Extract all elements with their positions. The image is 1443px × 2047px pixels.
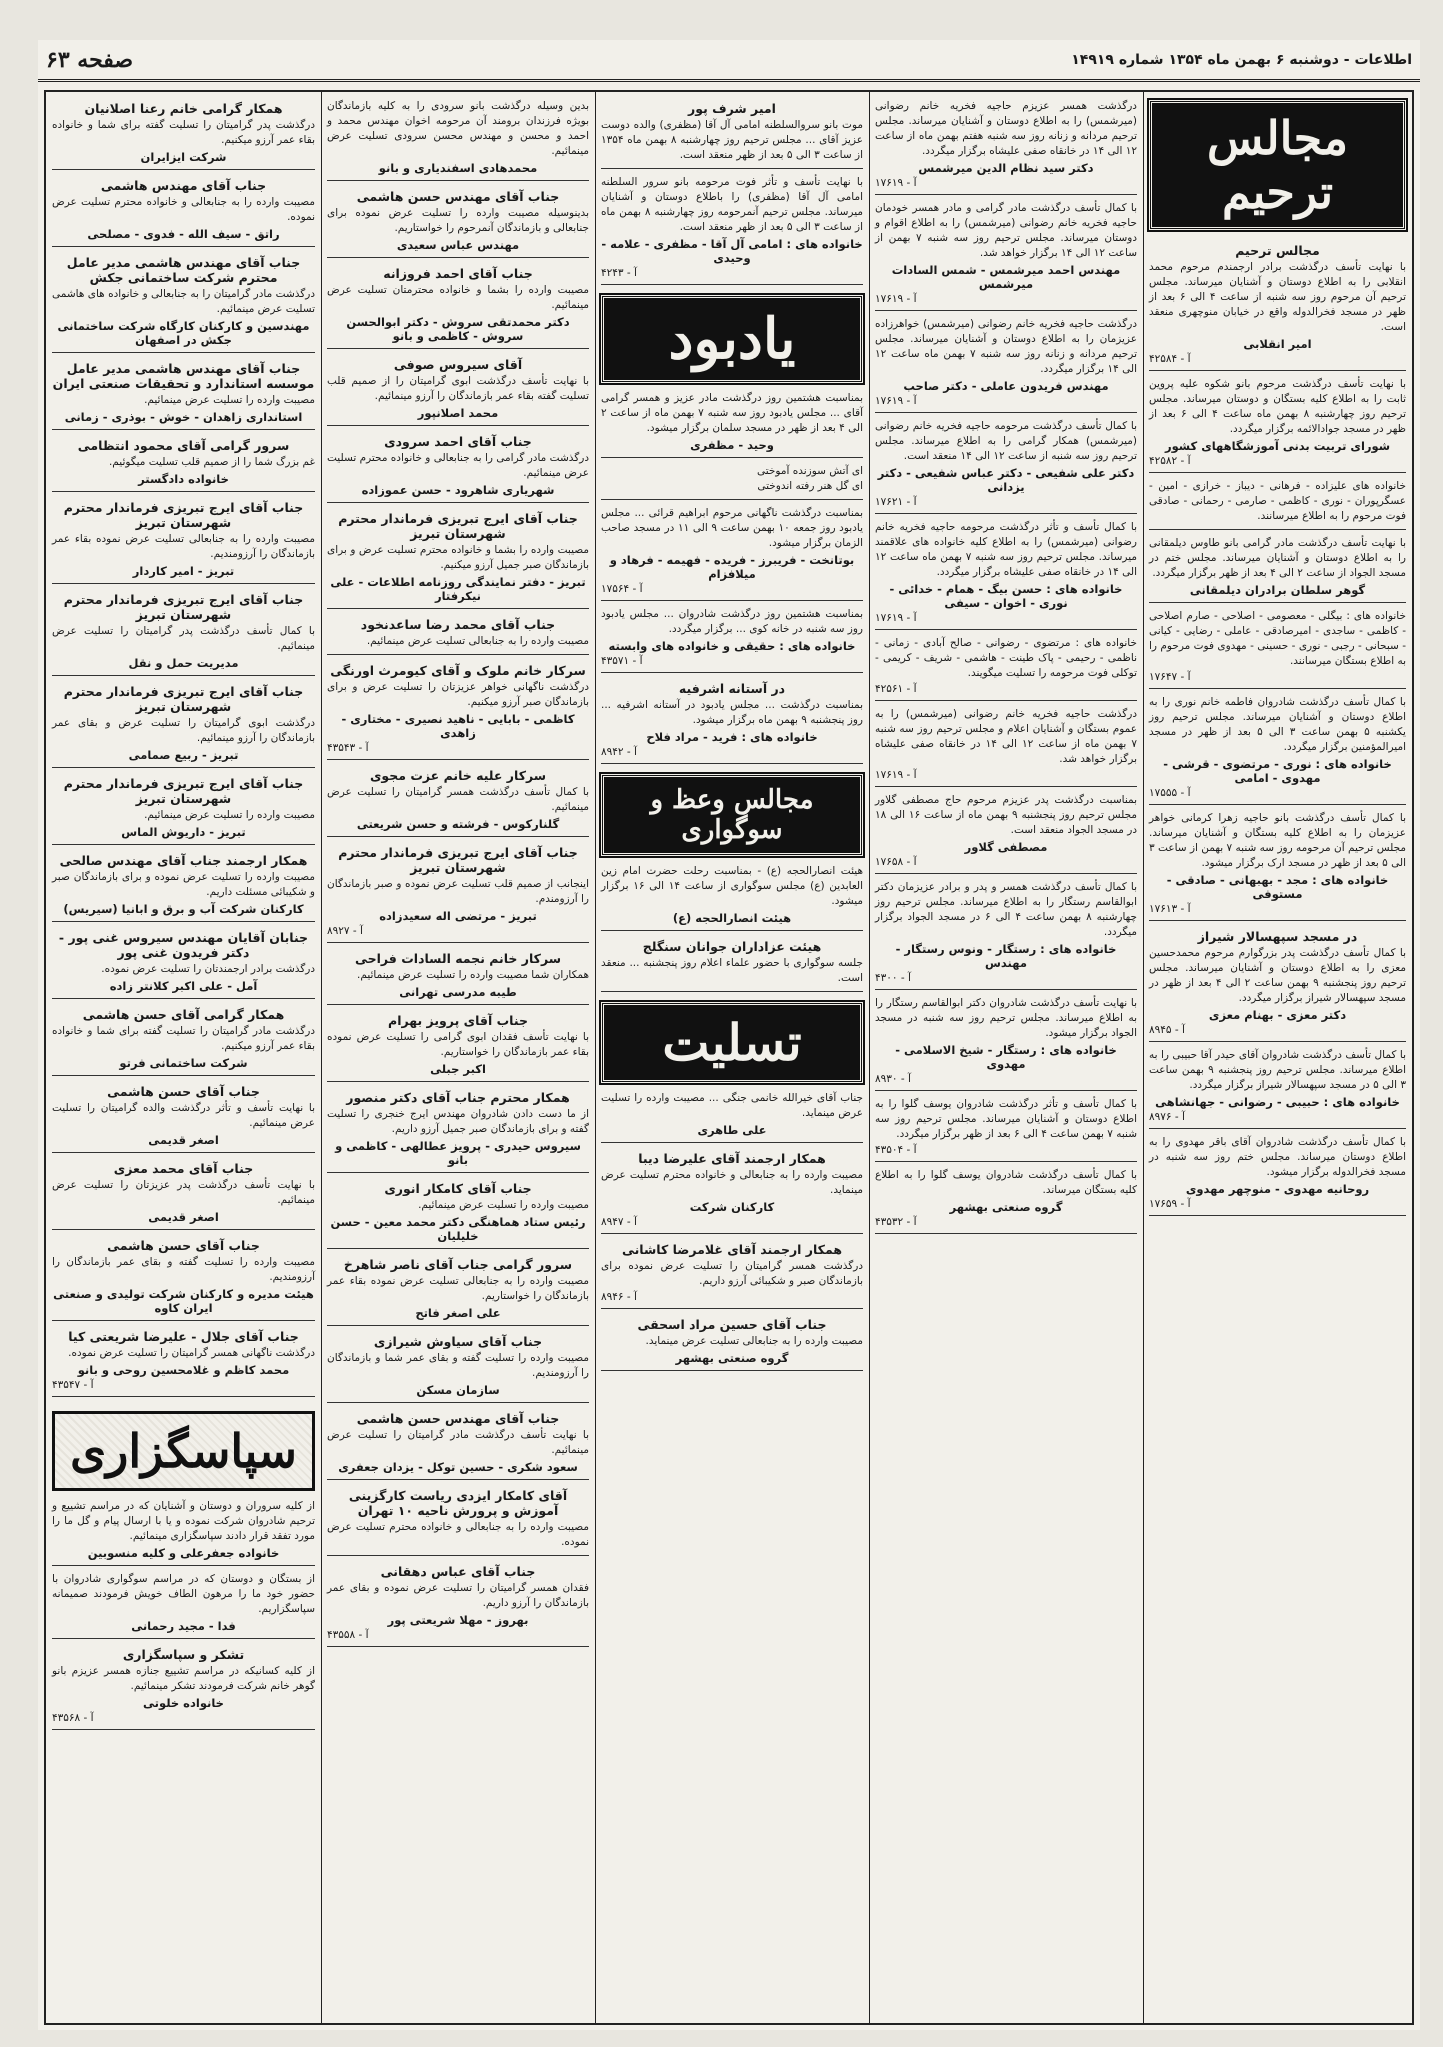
ad-code: آ - ۱۷۶۵۹ bbox=[1149, 1198, 1191, 1210]
ad-code: آ - ۱۷۶۱۹ bbox=[875, 293, 917, 305]
notice-signature: مهندس فریدون عاملی - دکتر صاحب bbox=[903, 379, 1109, 393]
notice-body: اینجانب از صمیم قلب تسلیت عرض نموده و صبر بازماندگان را آرزومندم. bbox=[327, 878, 589, 905]
notice-body: مصیبت وارده را تسلیت عرض نموده و برای بازماندگان صبر و شکیبائی مسئلت داریم. bbox=[52, 871, 315, 898]
notice-signature: دکتر علی شفیعی - دکتر عباس شفیعی - دکتر یزدانی bbox=[877, 466, 1135, 494]
notice bbox=[601, 1237, 863, 1309]
notice-body: با نهایت تأسف فقدان ابوی گرامی را تسلیت عرض نموده بقاء عمر بازماندگان را خواستاریم. bbox=[327, 1031, 589, 1058]
notice-body: مصیبت وارده را تسلیت عرض مینمائیم. bbox=[144, 394, 315, 406]
notice-heading: مجالس ترحیم bbox=[1235, 243, 1320, 258]
notice-signature: اصغر قدیمی bbox=[148, 1210, 219, 1224]
notice-heading: جناب آقای کامکار انوری bbox=[384, 1181, 532, 1196]
notice-heading: جناب آقای مهندس هاشمی مدیر عامل محترم شرکت ساختمانی جکش bbox=[66, 255, 301, 285]
notice bbox=[875, 96, 1137, 195]
notice-heading: جناب آقای ایرج تبریزی فرماندار محترم شهرستان تبریز bbox=[63, 592, 304, 622]
ad-code: آ - ۴۳۵۶۸ bbox=[52, 1712, 94, 1724]
notice-signature: کارکنان شرکت bbox=[689, 1200, 775, 1214]
notice-heading: سرور گرامی آقای محمود انتظامی bbox=[77, 438, 290, 453]
notice-heading: همکار گرامی خانم رعنا اصلانیان bbox=[84, 101, 283, 116]
notice-signature: خانواده های : حقیقی و خانواده های وابسته bbox=[608, 639, 856, 653]
notice-body: بدین وسیله درگذشت بانو سرودی را به کلیه بازماندگان بویژه فرزندان برومند آن مرحومه اخوان مهندس محمد و احمد و محسن و مهندس محسن سرودی تسلیت عرض مینمائیم. bbox=[327, 100, 589, 157]
notice bbox=[52, 96, 315, 170]
notice-body: مصیبت وارده را تسلیت عرض مینمائیم. bbox=[144, 809, 315, 821]
notice bbox=[601, 461, 863, 500]
notice-heading: جناب آقای حسن هاشمی bbox=[107, 1238, 260, 1253]
notice-body: با نهایت تأسف درگذشت شادروان دکتر ابوالقاسم رستگار را به اطلاع میرساند. مجلس ترحیم روز سه شنبه در مسجد الجواد برگزار میشود. bbox=[875, 997, 1137, 1039]
notice-heading: همکار ارجمند آقای علیرضا دیبا bbox=[638, 1151, 826, 1166]
notice-heading: جناب آقای مهندس حسن هاشمی bbox=[356, 189, 560, 204]
notice-signature: اکبر جبلی bbox=[430, 1062, 486, 1076]
notice bbox=[52, 1400, 315, 1566]
ad-code: آ - ۸۹۴۲ bbox=[601, 746, 637, 758]
notice-body: بمناسبت درگذشت ناگهانی مرحوم ابراهیم قرائی ... مجلس یادبود روز جمعه ۱۰ بهمن ساعت ۹ الی ۱۱ در مسجد صاحب الزمان برگزار میشود. bbox=[601, 507, 864, 549]
notice bbox=[327, 261, 589, 349]
notice-heading: تشکر و سپاسگزاری bbox=[122, 1647, 245, 1662]
notice bbox=[1149, 606, 1406, 689]
notice bbox=[52, 771, 315, 845]
notice-heading: سرکار خانم ملوک و آقای کیومرث اورنگی bbox=[330, 663, 586, 678]
ad-code: آ - ۸۹۴۵ bbox=[1149, 1024, 1185, 1036]
column-5 bbox=[46, 92, 321, 2023]
notice bbox=[327, 840, 589, 943]
ad-code: آ - ۱۷۶۵۸ bbox=[875, 856, 917, 868]
notice-body: با نهایت تأسف درگذشت مادر گرامیتان را تسلیت عرض مینمائیم. bbox=[327, 1429, 589, 1456]
ad-code: آ - ۴۲۴۳ bbox=[601, 267, 637, 279]
notice bbox=[327, 763, 589, 837]
notice bbox=[327, 612, 589, 655]
notice bbox=[875, 416, 1137, 514]
notice-signature: استانداری زاهدان - خوش - بوذری - زمانی bbox=[64, 410, 303, 424]
notice bbox=[52, 848, 315, 922]
notice bbox=[52, 1002, 315, 1076]
notice-signature: محمد کاظم و غلامحسین روحی و بانو bbox=[77, 1363, 290, 1377]
notice-body: با کمال تأسف درگذشت بانو حاجیه زهرا کرمانی خواهر عزیزمان را به اطلاع کلیه بستگان و آشنایان میرساند. مجلس ترحیم آن مرحومه روز سه شنبه ۷ بهمن از ساعت ۳ الی ۵ بعد از ظهر در مسجد ارک برگزار میشود. bbox=[1149, 812, 1406, 869]
notice-body: خانواده های : مرتضوی - رضوانی - صالح آبادی - زمانی - ناظمی - رحیمی - پاک طینت - هاشمی - شریف - کریمی - توکلی فوت مرحومه را تسلیت میگویند. bbox=[875, 637, 1137, 679]
notice-heading: جناب آقای محمد معزی bbox=[113, 1161, 254, 1176]
notice-signature: خانواده جعفرعلی و کلیه منسوبین bbox=[87, 1546, 280, 1560]
notice-signature: خانواده های : رستگار - ونوس رستگار - مهندس bbox=[895, 942, 1117, 970]
notice-body: بمناسبت درگذشت پدر عزیزم مرحوم حاج مصطفی گلاور مجلس ترحیم روز پنجشنبه ۹ بهمن ماه از ساعت ۱۶ الی ۱۸ در مسجد الجواد منعقد است. bbox=[875, 794, 1137, 836]
column-4 bbox=[321, 92, 595, 2023]
notice-signature: سعود شکری - حسین توکل - یزدان جعفری bbox=[338, 1460, 578, 1474]
section-banner: سپاسگزاری bbox=[52, 1411, 315, 1491]
notice-heading: جناب آقای ایرج تبریزی فرماندار محترم شهرستان تبریز bbox=[63, 776, 304, 806]
notice-heading: سرکار علیه خانم عزت مجوی bbox=[369, 768, 547, 783]
notice-heading: در مسجد سپهسالار شیراز bbox=[1197, 929, 1358, 944]
notice-heading: جناب آقای مهندس حسن هاشمی bbox=[356, 1411, 560, 1426]
notice bbox=[52, 1079, 315, 1153]
notice-body: درگذشت همسر عزیزم حاجیه فخریه خانم رضوانی (میرشمس) را به اطلاع دوستان و آشنایان میرساند. مجلس ترحیم مردانه و زنانه روز سه شنبه هفتم بهمن ماه از ساعت ۱۲ الی ۱۴ در خانقاه صفی علیشاه برگزار میگردد. bbox=[875, 100, 1137, 157]
notice bbox=[52, 250, 315, 353]
notice-signature: اصغر قدیمی bbox=[148, 1133, 219, 1147]
notice-body: مصیبت وارده را به جنابعالی تسلیت عرض نموده بقاء عمر بازماندگان را خواستاریم. bbox=[327, 1275, 589, 1302]
notice-body: از ما دست دادن شادروان مهندس ایرج خنجری را تسلیت گفته و برای بازماندگان صبر جمیل آرزو داریم. bbox=[327, 1108, 589, 1135]
notice-heading: جنابان آقایان مهندس سیروس غنی پور - دکتر فریدون غنی پور bbox=[58, 930, 309, 960]
notice-signature: مدیریت حمل و نقل bbox=[128, 656, 239, 670]
notice-heading: آقای کامکار ایزدی ریاست کارگزینی آموزش و پرورش ناحیه ۱۰ تهران bbox=[348, 1488, 568, 1518]
notice-body: جناب آقای خیرالله خانمی جنگی ... مصیبت وارده را تسلیت عرض مینماید. bbox=[601, 1092, 863, 1119]
notice bbox=[601, 503, 863, 601]
notice bbox=[327, 1085, 589, 1173]
notice-body: درگذشت حاجیه فخریه خانم رضوانی (میرشمس) خواهرزاده عزیزمان را به اطلاع دوستان و آشنایان میرساند. مجلس ترحیم مردانه و زنانه روز سه شنبه ۷ بهمن ماه ساعت ۱۲ الی ۱۴ برگزار میگردد. bbox=[875, 318, 1138, 375]
notice-signature: شرکت ایزایران bbox=[140, 150, 227, 164]
notice-body: خانواده های : بیگلی - معصومی - اصلاحی - صارم اصلاحی - کاظمی - ساجدی - امیرصادقی - عاملی - رضایی - کیانی - سبحانی - رجبی - نوری - حسینی - مهدوی فوت مرحوم را به اطلاع بستگان میرسانند. bbox=[1149, 610, 1406, 667]
notice bbox=[52, 356, 315, 430]
notice-heading: جناب آقای ایرج تبریزی فرماندار محترم شهرستان تبریز bbox=[63, 500, 304, 530]
notice-heading: امیر شرف پور bbox=[688, 101, 776, 116]
notice-body: با کمال تأسف درگذشت شادروان یوسف گلوا را به اطلاع کلیه بستگان میرساند. bbox=[875, 1169, 1137, 1196]
notice-signature: امیر انقلابی bbox=[1243, 337, 1312, 351]
ad-code: آ - ۱۷۵۶۴ bbox=[601, 583, 643, 595]
notice-body: بمناسبت هشتمین روز درگذشت مادر عزیز و همسر گرامی آقای ... مجلس یادبود روز سه شنبه ۷ بهمن ماه از ساعت ۲ الی ۴ بعد از ظهر در مسجد سلمان برگزار میشود. bbox=[601, 392, 864, 434]
notice-body: با کمال تأسف درگذشت پدر گرامیتان را تسلیت عرض مینمائیم. bbox=[52, 625, 315, 652]
notice-body: ای آتش سوزنده آموختی ای گل هنر رفته اندوختی bbox=[757, 465, 863, 492]
notice-signature: طیبه مدرسی تهرانی bbox=[399, 985, 517, 999]
notice bbox=[601, 96, 863, 169]
notice-body: درگذشت ناگهانی همسر گرامیتان را تسلیت عرض نموده. bbox=[68, 1347, 315, 1359]
notice bbox=[52, 433, 315, 492]
notice-signature: خانواده خلوتی bbox=[143, 1696, 224, 1710]
ad-code: آ - ۱۷۶۱۹ bbox=[875, 395, 917, 407]
notice bbox=[875, 877, 1137, 990]
notice-signature: وحید - مظفری bbox=[690, 438, 774, 452]
notice-signature: سیروس حیدری - پرویز عطالهی - کاظمی و بانو bbox=[335, 1139, 581, 1167]
notice bbox=[52, 1233, 315, 1321]
notice-body: درگذشت پدر گرامیتان را تسلیت گفته برای شما و خانواده بقاء عمر آرزو میکنیم. bbox=[52, 119, 315, 146]
columns-frame bbox=[44, 90, 1414, 2025]
notice-signature: تبریز - داریوش الماس bbox=[121, 825, 246, 839]
notice bbox=[601, 1146, 863, 1234]
notice-signature: فدا - مجید رحمانی bbox=[131, 1619, 236, 1633]
notice-signature: گوهر سلطان برادران دیلمقانی bbox=[1189, 583, 1366, 597]
notice-signature: محمدهادی اسفندیاری و بانو bbox=[378, 161, 538, 175]
notice-heading: جناب آقای مهندس هاشمی bbox=[100, 178, 267, 193]
notice-signature: کارکنان شرکت آب و برق و ابانیا (سیریس) bbox=[63, 902, 304, 916]
notice-heading: جناب آقای حسن هاشمی bbox=[107, 1084, 260, 1099]
notice-body: با کمال تأسف درگذشت مرحومه حاجیه فخریه خانم رضوانی (میرشمس) همکار گرامی را به اطلاع میرساند. مجلس ترحیم روز سه شنبه از ساعت ۱۲ الی ۱۴ منعقد است. bbox=[875, 420, 1137, 462]
page-number: صفحه ۶۳ bbox=[46, 46, 134, 73]
ad-code: آ - ۱۷۶۴۷ bbox=[1149, 671, 1191, 683]
notice-heading: همکار ارجمند جناب آقای مهندس صالحی bbox=[59, 853, 308, 868]
ad-code: آ - ۴۳۵۴۳ bbox=[327, 742, 369, 754]
column-1 bbox=[1143, 92, 1412, 2023]
notice-signature: بوتانخت - فریبرز - فریده - فهیمه - فرهاد و میلافزام bbox=[609, 553, 855, 581]
notice-body: با کمال تأسف درگذشت همسر و پدر و برادر عزیزمان دکتر ابوالقاسم رستگار را به اطلاع میرساند. مجلس ترحیم روز چهارشنبه ۸ بهمن ساعت ۴ الی ۶ در مسجد الجواد برگزار میگردد. bbox=[875, 881, 1137, 938]
column-3 bbox=[595, 92, 869, 2023]
notice bbox=[875, 633, 1137, 701]
notice bbox=[52, 1642, 315, 1730]
notice-heading: جناب آقای ایرج تبریزی فرماندار محترم شهرستان تبریز bbox=[338, 845, 578, 875]
notice-body: با نهایت تأسف درگذشت برادر ارجمندم مرحوم محمد انقلابی را به اطلاع دوستان و آشنایان میرساند. مجلس ترحیم آن مرحوم روز سه شنبه از ساعت ۴ الی ۶ بعد از ظهر در مسجد فخرالدوله واقع در خیابان منوچهری منعقد است. bbox=[1149, 261, 1406, 333]
notice bbox=[327, 1483, 589, 1556]
notice-body: بمناسبت هشتمین روز درگذشت شادروان ... مجلس یادبود روز سه شنبه در خانه کوی ... برگزار میگردد. bbox=[601, 608, 863, 635]
notice-body: با نهایت تأسف و تأثر فوت مرحومه بانو سرور السلطنه امامی آل آقا (مظفری) را باطلاع دوستان و آشنایان میرساند. مجلس ترحیم آنمرحومه روز چهارشنبه ۸ بهمن ماه از ساعت ۳ الی ۵ بعد از ظهر منعقد است. bbox=[601, 176, 863, 233]
notice-heading: جناب آقای محمد رضا ساعدنخود bbox=[360, 617, 556, 632]
notice-signature: خانواده دادگستر bbox=[138, 472, 229, 486]
notice bbox=[601, 995, 863, 1143]
ad-code: آ - ۱۷۶۲۱ bbox=[875, 496, 917, 508]
notice bbox=[1149, 476, 1406, 530]
ad-code: آ - ۸۹۴۷ bbox=[601, 1216, 637, 1228]
notice-body: مصیبت وارده را بشما و خانواده محترمتان تسلیت عرض مینمائیم. bbox=[327, 284, 589, 311]
ad-code: آ - ۴۲۵۸۴ bbox=[1149, 353, 1191, 365]
notice-heading: همکار محترم جناب آقای دکتر منصور bbox=[346, 1090, 570, 1105]
ad-code: آ - ۴۳۰۰ bbox=[875, 972, 911, 984]
notice-signature: محمد اصلانپور bbox=[417, 406, 499, 420]
notice-signature: هیئت مدیره و کارکنان شرکت تولیدی و صنعتی ایران کاوه bbox=[53, 1287, 314, 1315]
notice-heading: همکار گرامی آقای حسن هاشمی bbox=[82, 1007, 285, 1022]
notice bbox=[875, 1094, 1137, 1162]
notice-body: با کمال تأسف درگذشت پدر بزرگوارم مرحوم محمدحسین معزی را به اطلاع دوستان و آشنایان میرساند. مجلس ترحیم روز پنجشنبه ۹ بهمن ساعت ۲ الی ۴ بعد از ظهر در مسجد سپهسالار شیراز برگزار میگردد. bbox=[1149, 947, 1407, 1004]
notice-body: درگذشت مادر گرامیتان را به جنابعالی و خانواده های هاشمی تسلیت عرض مینمائیم. bbox=[52, 288, 315, 315]
notice-signature: گروه صنعتی بهشهر bbox=[675, 1351, 789, 1365]
notice-body: خانواده های علیزاده - فرهانی - دیباز - خرازی - امین - عسگرپوران - نوری - کاظمی - صارمی - رحمانی - صادقی فوت مرحوم را به اطلاع میرسانند. bbox=[1149, 480, 1406, 522]
notice-body: مصیبت وارده را تسلیت گفته و بقای عمر شما و بازماندگان را آرزومندیم. bbox=[327, 1352, 589, 1379]
notice bbox=[875, 790, 1137, 874]
notice bbox=[52, 587, 315, 676]
ad-code: آ - ۴۲۵۸۲ bbox=[1149, 455, 1191, 467]
notice-body: با کمال تأسف درگذشت مادر گرامی و مادر همسر خودمان حاجیه فخریه خانم رضوانی (میرشمس) را به اطلاع اقوام و دوستان میرساند. مجلس ترحیم روز سه شنبه ۷ بهمن از ساعت ۱۲ الی ۱۴ برگزار خواهد شد. bbox=[875, 202, 1137, 259]
notice-body: از کلیه سروران و دوستان و آشنایان که در مراسم تشییع و ترحیم شادروان شرکت نموده و یا با ارسال پیام و گل ما را مورد تفقد قرار دادند سپاسگزاری مینمائیم. bbox=[52, 1500, 315, 1542]
notice bbox=[327, 184, 589, 258]
notice-signature: راتق - سیف الله - فدوی - مصلحی bbox=[87, 227, 280, 241]
ad-code: آ - ۴۳۵۵۸ bbox=[327, 1629, 369, 1641]
notice-heading: جناب آقای جلال - علیرضا شریعتی کیا bbox=[68, 1329, 299, 1344]
notice-heading: آقای سیروس صوفی bbox=[393, 357, 523, 372]
notice-body: مصیبت وارده را به جنابعالی تسلیت عرض نموده بقاء عمر بازماندگان را آرزومندیم. bbox=[52, 533, 315, 560]
notice-heading: جناب آقای سیاوش شیرازی bbox=[373, 1334, 543, 1349]
notice-body: درگذشت ابوی گرامیتان را تسلیت عرض و بقای عمر بازماندگان را آرزو مینمائیم. bbox=[52, 717, 315, 744]
notice-signature: مصطفی گلاور bbox=[964, 840, 1048, 854]
notice-heading: در آستانه اشرفیه bbox=[678, 681, 786, 696]
notice bbox=[327, 1559, 589, 1647]
section-banner: مجالس وعظ و سوگواری bbox=[601, 774, 863, 856]
notice-signature: خانواده های : نوری - مرتضوی - قرشی - مهدوی - امامی bbox=[1163, 757, 1392, 785]
notice-signature: سازمان مسکن bbox=[416, 1383, 500, 1397]
notice bbox=[327, 946, 589, 1005]
notice-body: با نهایت تأسف درگذشت مرحوم بانو شکوه علیه پروین ثابت را به اطلاع کلیه بستگان و دوستان میرساند. مجلس ترحیم روز چهارشنبه ۸ بهمن ماه ساعت ۴ الی ۶ بعد از ظهر در مسجد جوادالائمه برگزار میگردد. bbox=[1149, 378, 1407, 435]
banner-tarhim: مجالس ترحیم bbox=[1149, 100, 1406, 230]
ad-code: آ - ۸۹۳۰ bbox=[875, 1073, 911, 1085]
notice bbox=[601, 288, 863, 458]
page-header bbox=[38, 40, 1420, 82]
notice-heading: جناب آقای عباس دهقانی bbox=[380, 1564, 536, 1579]
notice-signature: مهندس عباس سعیدی bbox=[396, 238, 520, 252]
notice-signature: شرکت ساختمانی فرتو bbox=[119, 1056, 248, 1070]
notice-body: از کلیه کسانیکه در مراسم تشییع جنازه همسر عزیزم بانو گوهر خانم شرکت فرمودند تشکر مینمائیم. bbox=[52, 1665, 315, 1692]
notice-body: مصیبت وارده را بشما و خانواده محترم تسلیت عرض و برای بازماندگان صبر جمیل آرزو میکنیم. bbox=[327, 544, 589, 571]
notice-heading: جناب آقای پرویز بهرام bbox=[388, 1013, 528, 1028]
notice-signature: آمل - علی اکبر کلانتر زاده bbox=[109, 979, 258, 993]
notice-body: مصیبت وارده را به جنابعالی و خانواده محترم تسلیت عرض نموده. bbox=[327, 1521, 589, 1548]
notice-signature: خانواده های : امامی آل آقا - مظفری - علامه - وحیدی bbox=[601, 237, 863, 265]
notice-signature: کاظمی - بابایی - ناهید نصیری - مختاری - زاهدی bbox=[341, 712, 575, 740]
notice bbox=[875, 993, 1137, 1091]
ad-code: آ - ۱۷۶۱۹ bbox=[875, 177, 917, 189]
notice-signature: بهروز - مهلا شریعتی پور bbox=[387, 1613, 529, 1627]
notice-body: با نهایت تأسف درگذشت پدر عزیزتان را تسلیت عرض مینمائیم. bbox=[52, 1179, 315, 1206]
notice-body: بدینوسیله مصیبت وارده را تسلیت عرض نموده برای جنابعالی و بازماندگان آنمرحوم را خواستاریم. bbox=[327, 207, 589, 234]
notice-signature: خانواده های : رستگار - شیخ الاسلامی - مهدوی bbox=[895, 1043, 1117, 1071]
newspaper-page bbox=[38, 40, 1420, 2030]
notice bbox=[1149, 924, 1406, 1042]
notice-body: مصیبت وارده را به جنابعالی و خانواده محترم تسلیت عرض نموده. bbox=[52, 196, 315, 223]
notice-body: درگذشت ناگهانی خواهر عزیزتان را تسلیت عرض و برای بازماندگان صبر آرزو میکنیم. bbox=[327, 681, 589, 708]
notice bbox=[1149, 808, 1406, 921]
column-2 bbox=[869, 92, 1143, 2023]
notice bbox=[601, 1312, 863, 1371]
notice-body: با نهایت تأسف درگذشت ابوی گرامیتان را از صمیم قلب تسلیت گفته بقاء عمر بازماندگان را آرزو مینمائیم. bbox=[327, 375, 589, 402]
notice-body: غم بزرگ شما را از صمیم قلب تسلیت میگوئیم. bbox=[108, 456, 315, 468]
notice-heading: همکار ارجمند آقای غلامرضا کاشانی bbox=[621, 1242, 843, 1257]
notice bbox=[327, 429, 589, 503]
notice-signature: تبریز - دفتر نمایندگی روزنامه اطلاعات - علی نیکرفتار bbox=[330, 575, 586, 603]
ad-code: آ - ۴۲۵۶۱ bbox=[875, 683, 917, 695]
ad-code: آ - ۴۳۵۰۴ bbox=[875, 1144, 917, 1156]
notice-heading: جناب آقای حسین مراد اسحقی bbox=[637, 1317, 827, 1332]
notice-signature: خانواده های : حسن بیگ - همام - خدائی - نوری - اخوان - سیفی bbox=[889, 582, 1123, 610]
notice-body: موت بانو سروالسلطنه امامی آل آقا (مظفری) والده دوست عزیز آقای ... مجلس ترحیم روز چهارشنبه ۸ بهمن ماه ۱۳۵۴ از ساعت ۳ الی ۵ بعد از ظهر منعقد است. bbox=[601, 119, 863, 161]
notice-body: با کمال تأسف و تأثر درگذشت مرحومه حاجیه فخریه خانم رضوانی (میرشمس) را به اطلاع کلیه خانواده های علاقمند میرساند. مجلس ترحیم روز سه شنبه ۷ بهمن ماه ساعت ۱۲ الی ۱۴ در خانقاه صفی علیشاه برگزار میگردد. bbox=[875, 521, 1137, 578]
ad-code: آ - ۴۳۵۴۷ bbox=[52, 1379, 94, 1391]
notice bbox=[875, 198, 1137, 311]
notice-signature: تبریز - مرتضی اله سعیدزاده bbox=[379, 909, 537, 923]
ad-code: آ - ۸۹۷۶ bbox=[1149, 1111, 1185, 1123]
notice bbox=[1149, 533, 1406, 603]
notice-body: با کمال تأسف درگذشت همسر گرامیتان را تسلیت عرض مینمائیم. bbox=[327, 786, 589, 813]
notice-body: با کمال تأسف و تأثر درگذشت شادروان یوسف گلوا را به اطلاع دوستان و آشنایان میرساند. مجلس ترحیم روز سه شنبه ۷ بهمن ساعت ۴ الی ۶ بعد از ظهر برگزار میگردد. bbox=[875, 1098, 1137, 1140]
notice bbox=[1149, 1045, 1406, 1129]
notice-body: فقدان همسر گرامیتان را تسلیت عرض نموده و بقای عمر بازماندگان را آرزو داریم. bbox=[327, 1582, 589, 1609]
notice-signature: شهریاری شاهرود - حسن عموزاده bbox=[361, 483, 555, 497]
masthead-line: اطلاعات - دوشنبه ۶ بهمن ماه ۱۳۵۴ شماره ۱۴۹۱۹ bbox=[1071, 51, 1412, 68]
notice-signature: تبریز - امیر کاردار bbox=[132, 564, 235, 578]
notice-body: همکاران شما مصیبت وارده را تسلیت عرض مینمائیم. bbox=[357, 969, 589, 981]
notice-body: مصیبت وارده را به جنابعالی و خانواده محترم تسلیت عرض مینماید. bbox=[601, 1169, 863, 1196]
notice bbox=[327, 1252, 589, 1326]
notice bbox=[327, 506, 589, 609]
notice bbox=[52, 1156, 315, 1230]
notice bbox=[601, 172, 863, 285]
notice bbox=[1149, 1132, 1406, 1216]
notice-signature: خانواده های : حبیبی - رضوانی - جهانشاهی bbox=[1155, 1095, 1400, 1109]
ad-code: آ - ۱۷۶۱۹ bbox=[875, 769, 917, 781]
ad-code: آ - ۴۳۵۷۱ bbox=[601, 655, 643, 667]
notice bbox=[875, 517, 1137, 630]
notice-signature: خانواده های : مجد - بهبهانی - صادقی - مستوفی bbox=[1166, 873, 1389, 901]
notice-body: مصیبت وارده را تسلیت گفته و بقای عمر بازماندگان را آرزومندیم. bbox=[52, 1256, 315, 1283]
notice-heading: جناب آقای احمد سرودی bbox=[384, 434, 532, 449]
notice bbox=[52, 679, 315, 768]
ad-code: آ - ۱۷۶۱۳ bbox=[1149, 903, 1191, 915]
notice bbox=[327, 96, 589, 181]
notice-body: با کمال تأسف درگذشت شادروان آقای حیدر آقا حبیبی را به اطلاع میرساند. مجلس ترحیم روز پنجشنبه ۹ بهمن ساعت ۳ الی ۵ در مسجد سپهسالار شیراز برگزار میگردد. bbox=[1149, 1049, 1406, 1091]
notice bbox=[875, 704, 1137, 787]
notice-body: با کمال تأسف درگذشت شادروان فاطمه خانم نوری را به اطلاع دوستان و آشنایان میرساند. مجلس ترحیم روز یکشنبه ۵ بهمن ساعت ۳ الی ۵ بعد از ظهر در مسجد امیرالمؤمنین برگزار میگردد. bbox=[1149, 696, 1406, 753]
ad-code: آ - ۱۷۵۵۵ bbox=[1149, 787, 1191, 799]
notice-body: هیئت انصارالحجه (ع) - بمناسبت رحلت حضرت امام زین العابدین (ع) مجلس سوگواری از ساعت ۱۴ الی ۱۶ برگزار میشود. bbox=[601, 865, 863, 907]
notice-body: با نهایت تأسف و تأثر درگذشت والده گرامیتان را تسلیت عرض مینمائیم. bbox=[52, 1102, 315, 1129]
notice bbox=[601, 604, 863, 673]
ad-code: آ - ۸۹۲۷ bbox=[327, 925, 363, 937]
notice-heading: سرور گرامی جناب آقای ناصر شاهرخ bbox=[343, 1257, 573, 1272]
notice-signature: دکتر سید نظام الدین میرشمس bbox=[918, 161, 1094, 175]
notice-signature: علی اصغر فاتح bbox=[415, 1306, 501, 1320]
notice-body: از بستگان و دوستان که در مراسم سوگواری شادروان با حضور خود ما را مرهون الطاف خویش فرمودند صمیمانه سپاسگزاریم. bbox=[52, 1573, 315, 1615]
notice-body: درگذشت همسر گرامیتان را تسلیت عرض نموده برای بازماندگان صبر و شکیبائی آرزو داریم. bbox=[601, 1260, 863, 1287]
notice-signature: دکتر محمدتقی سروش - دکتر ابوالحسن سروش - کاظمی و بانو bbox=[346, 315, 570, 343]
notice bbox=[1149, 238, 1406, 371]
notice bbox=[1149, 692, 1406, 805]
notice bbox=[601, 676, 863, 764]
notice-heading: هیئت عزاداران جوانان سنگلج bbox=[642, 939, 822, 954]
notice bbox=[52, 1569, 315, 1639]
notice-signature: رئیس ستاد هماهنگی دکتر محمد معین - حسن خلیلیان bbox=[330, 1215, 586, 1243]
notice bbox=[327, 1406, 589, 1480]
notice bbox=[1149, 374, 1406, 473]
notice-signature: خانواده های : فرید - مراد فلاح bbox=[646, 730, 818, 744]
notice bbox=[52, 925, 315, 999]
notice bbox=[601, 934, 863, 992]
notice-body: با کمال تأسف درگذشت شادروان آقای باقر مهدوی را به اطلاع دوستان میرساند. مجلس ختم روز سه شنبه در مسجد فخرالدوله برگزار میشود. bbox=[1149, 1136, 1406, 1178]
notice-signature: دکتر معزی - بهنام معزی bbox=[1208, 1008, 1347, 1022]
notice-body: با نهایت تأسف درگذشت مادر گرامی بانو طاوس دیلمقانی را به اطلاع دوستان و آشنایان میرساند. مجلس ختم در مسجد الجواد از ساعت ۲ الی ۴ بعد از ظهر برگزار میگردد. bbox=[1149, 537, 1406, 579]
notice-heading: سرکار خانم نجمه السادات فراحی bbox=[354, 951, 562, 966]
notice bbox=[52, 1324, 315, 1397]
notice-body: مصیبت وارده را به جنابعالی تسلیت عرض مینماید. bbox=[645, 1335, 863, 1347]
ad-code: آ - ۱۷۶۱۹ bbox=[875, 612, 917, 624]
notice bbox=[327, 658, 589, 760]
notice-heading: جناب آقای ایرج تبریزی فرماندار محترم شهرستان تبریز bbox=[338, 511, 578, 541]
notice bbox=[52, 495, 315, 584]
notice-body: مصیبت وارده را تسلیت عرض مینمائیم. bbox=[418, 1199, 589, 1211]
notice bbox=[601, 767, 863, 931]
notice-body: درگذشت مادر گرامیتان را تسلیت گفته برای شما و خانواده بقاء عمر آرزو میکنیم. bbox=[52, 1025, 315, 1052]
ad-code: آ - ۴۳۵۳۲ bbox=[875, 1216, 917, 1228]
notice-body: مصیبت وارده را به جنابعالی تسلیت عرض مینمائیم. bbox=[366, 635, 589, 647]
notice bbox=[327, 352, 589, 426]
notice-signature: شورای تربیت بدنی آموزشگاههای کشور bbox=[1164, 439, 1391, 453]
section-banner: یادبود bbox=[601, 295, 863, 383]
notice-signature: مهندسین و کارکنان کارگاه شرکت ساختمانی جکش در اصفهان bbox=[57, 319, 310, 347]
notice-heading: جناب آقای مهندس هاشمی مدیر عامل موسسه استاندارد و تحقیقات صنعتی ایران bbox=[52, 361, 315, 391]
notice-signature: هیئت انصارالحجه (ع) bbox=[672, 911, 792, 925]
notice-heading: جناب آقای ایرج تبریزی فرماندار محترم شهرستان تبریز bbox=[63, 684, 304, 714]
notice bbox=[875, 1165, 1137, 1234]
notice-body: درگذشت مادر گرامی را به جنابعالی و خانواده محترم تسلیت عرض مینمائیم. bbox=[327, 452, 589, 479]
notice-signature: تبریز - ربیع صمامی bbox=[128, 748, 239, 762]
notice-signature: گروه صنعتی بهشهر bbox=[949, 1200, 1063, 1214]
ad-code: آ - ۸۹۴۶ bbox=[601, 1291, 637, 1303]
section-banner: تسلیت bbox=[601, 1002, 863, 1083]
notice bbox=[327, 1329, 589, 1403]
notice bbox=[52, 173, 315, 247]
notice bbox=[327, 1008, 589, 1082]
notice-body: جلسه سوگواری با حضور علماء اعلام روز پنجشنبه ... منعقد است. bbox=[601, 957, 863, 984]
notice-heading: جناب آقای احمد فروزانه bbox=[383, 266, 533, 281]
notice-signature: مهندس احمد میرشمس - شمس السادات میرشمس bbox=[891, 263, 1121, 291]
notice-signature: گلنارکوس - فرشته و حسن شریعتی bbox=[356, 817, 560, 831]
notice-signature: روحانیه مهدوی - منوچهر مهدوی bbox=[1185, 1182, 1370, 1196]
notice-signature: علی طاهری bbox=[697, 1123, 767, 1137]
notice bbox=[875, 314, 1137, 413]
notice-body: درگذشت حاجیه فخریه خانم رضوانی (میرشمس) را به عموم بستگان و آشنایان اعلام و مجلس ترحیم روز سه شنبه ۷ بهمن ماه از ساعت ۱۲ الی ۱۴ در خانقاه صفی علیشاه برگزار خواهد شد. bbox=[875, 708, 1137, 765]
notice bbox=[327, 1176, 589, 1249]
notice-body: درگذشت برادر ارجمندتان را تسلیت عرض نموده. bbox=[101, 963, 315, 975]
notice-body: بمناسبت درگذشت ... مجلس یادبود در آستانه اشرفیه ... روز پنجشنبه ۹ بهمن ماه برگزار میشود. bbox=[601, 699, 863, 726]
